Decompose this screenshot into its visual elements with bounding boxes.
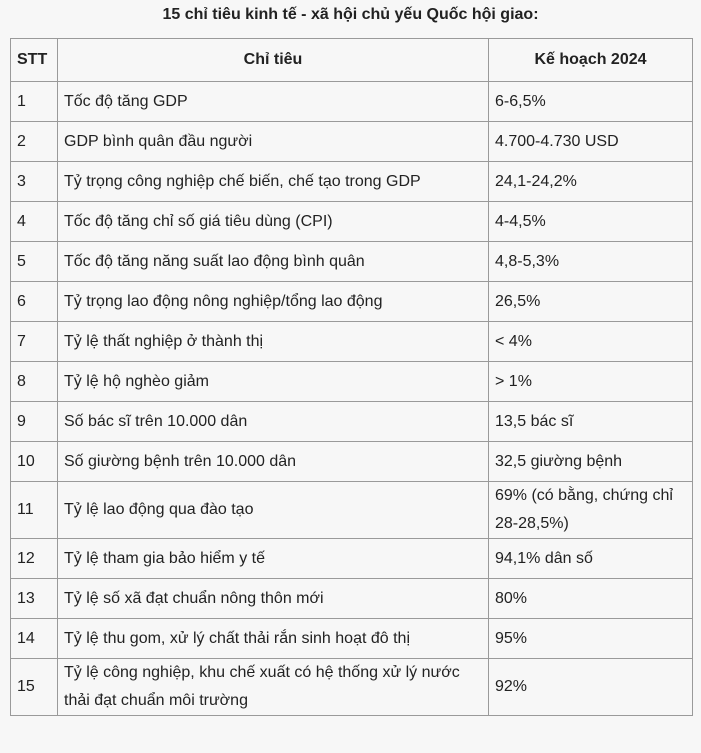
cell-plan: 32,5 giường bệnh (489, 442, 693, 482)
cell-plan: 94,1% dân số (489, 539, 693, 579)
cell-indicator: Tỷ lệ số xã đạt chuẩn nông thôn mới (58, 579, 489, 619)
table-row (11, 579, 693, 619)
cell-stt: 15 (11, 659, 58, 716)
cell-stt: 8 (11, 362, 58, 402)
cell-stt: 7 (11, 322, 58, 362)
cell-plan: > 1% (489, 362, 693, 402)
cell-plan: 95% (489, 619, 693, 659)
cell-indicator: Tốc độ tăng năng suất lao động bình quân (58, 242, 489, 282)
table-row (11, 362, 693, 402)
table-row (11, 482, 693, 539)
cell-indicator: Tỷ lệ hộ nghèo giảm (58, 362, 489, 402)
cell-plan: 92% (489, 659, 693, 716)
table-row (11, 619, 693, 659)
cell-plan: 4-4,5% (489, 202, 693, 242)
table-row (11, 162, 693, 202)
table-row (11, 122, 693, 162)
cell-stt: 4 (11, 202, 58, 242)
table-row (11, 242, 693, 282)
cell-indicator: Tốc độ tăng chỉ số giá tiêu dùng (CPI) (58, 202, 489, 242)
cell-indicator: Tỷ trọng lao động nông nghiệp/tổng lao động (58, 282, 489, 322)
table-row (11, 282, 693, 322)
cell-indicator: Tỷ trọng công nghiệp chế biến, chế tạo trong GDP (58, 162, 489, 202)
cell-plan: 6-6,5% (489, 82, 693, 122)
cell-stt: 14 (11, 619, 58, 659)
table-row (11, 539, 693, 579)
cell-indicator: Số giường bệnh trên 10.000 dân (58, 442, 489, 482)
cell-plan: 13,5 bác sĩ (489, 402, 693, 442)
table-body (11, 82, 693, 716)
cell-plan: 24,1-24,2% (489, 162, 693, 202)
cell-indicator: Tỷ lệ thu gom, xử lý chất thải rắn sinh hoạt đô thị (58, 619, 489, 659)
cell-stt: 2 (11, 122, 58, 162)
cell-indicator: GDP bình quân đầu người (58, 122, 489, 162)
cell-plan: 4,8-5,3% (489, 242, 693, 282)
cell-plan: 26,5% (489, 282, 693, 322)
cell-plan: 69% (có bằng, chứng chỉ 28-28,5%) (489, 482, 693, 539)
cell-indicator: Tỷ lệ lao động qua đào tạo (58, 482, 489, 539)
header-row (11, 39, 693, 82)
page-title: 15 chỉ tiêu kinh tế - xã hội chủ yếu Quốc hội giao: (162, 6, 539, 23)
cell-stt: 10 (11, 442, 58, 482)
cell-stt: 9 (11, 402, 58, 442)
table-row (11, 322, 693, 362)
table-row (11, 82, 693, 122)
cell-indicator: Tỷ lệ tham gia bảo hiểm y tế (58, 539, 489, 579)
cell-stt: 5 (11, 242, 58, 282)
cell-stt: 3 (11, 162, 58, 202)
cell-stt: 6 (11, 282, 58, 322)
table-header (11, 39, 693, 82)
cell-indicator: Tỷ lệ công nghiệp, khu chế xuất có hệ thống xử lý nước thải đạt chuẩn môi trường (58, 659, 489, 716)
cell-indicator: Tốc độ tăng GDP (58, 82, 489, 122)
cell-plan: < 4% (489, 322, 693, 362)
cell-stt: 11 (11, 482, 58, 539)
table-row (11, 659, 693, 716)
header-plan: Kế hoạch 2024 (489, 39, 693, 82)
cell-plan: 80% (489, 579, 693, 619)
cell-stt: 1 (11, 82, 58, 122)
cell-plan: 4.700-4.730 USD (489, 122, 693, 162)
cell-stt: 12 (11, 539, 58, 579)
table-row (11, 402, 693, 442)
cell-stt: 13 (11, 579, 58, 619)
cell-indicator: Số bác sĩ trên 10.000 dân (58, 402, 489, 442)
table-row (11, 202, 693, 242)
header-stt: STT (11, 39, 58, 82)
table-row (11, 442, 693, 482)
cell-indicator: Tỷ lệ thất nghiệp ở thành thị (58, 322, 489, 362)
indicators-table (10, 38, 693, 716)
header-indicator: Chỉ tiêu (58, 39, 489, 82)
